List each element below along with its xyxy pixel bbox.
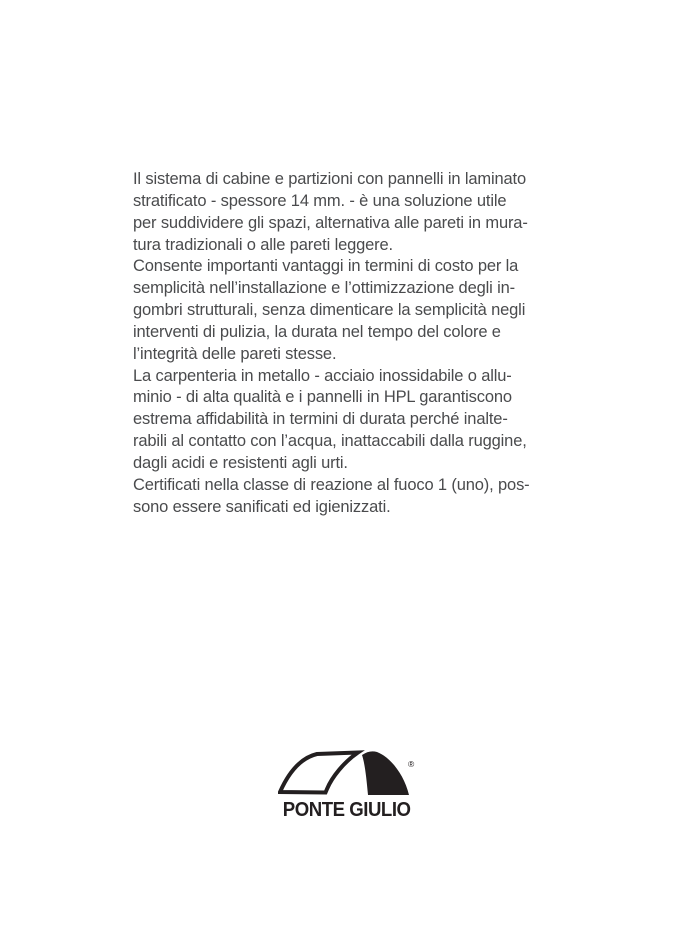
text-line: minio - di alta qualità e i pannelli in HPL garantiscono xyxy=(133,388,512,407)
text-line: Consente importanti vantaggi in termini di costo per la xyxy=(133,257,519,276)
text-line: sono essere sanificati ed igienizzati. xyxy=(133,497,391,516)
paragraph xyxy=(133,169,603,256)
paragraph xyxy=(133,475,603,519)
text-line: interventi di pulizia, la durata nel tempo del colore e xyxy=(133,322,501,341)
text-line: per suddividere gli spazi, alternativa alle pareti in mura- xyxy=(133,213,528,232)
text-line: estrema affidabilità in termini di durata perché inalte- xyxy=(133,410,508,429)
ponte-giulio-logo xyxy=(267,748,427,822)
text-line: gombri strutturali, senza dimenticare la semplicità negli xyxy=(133,301,526,320)
bridge-arch-icon xyxy=(278,748,416,796)
logo-wordmark: PONTE GIULIO xyxy=(282,799,411,821)
text-line: stratificato - spessore 14 mm. - è una soluzione utile xyxy=(133,191,507,210)
registered-mark: ® xyxy=(407,759,414,769)
paragraph xyxy=(133,256,603,365)
text-line: Certificati nella classe di reazione al fuoco 1 (uno), pos- xyxy=(133,475,530,494)
text-line: tura tradizionali o alle pareti leggere. xyxy=(133,235,393,254)
paragraph xyxy=(133,366,603,475)
body-text xyxy=(133,169,603,519)
text-line: La carpenteria in metallo - acciaio inossidabile o allu- xyxy=(133,366,512,385)
text-line: Il sistema di cabine e partizioni con pannelli in laminato xyxy=(133,170,527,188)
text-line: l’integrità delle pareti stesse. xyxy=(133,344,337,363)
text-line: dagli acidi e resistenti agli urti. xyxy=(133,453,348,472)
text-line: rabili al contatto con l’acqua, inattaccabili dalla ruggine, xyxy=(133,432,527,451)
text-line: semplicità nell’installazione e l’ottimizzazione degli in- xyxy=(133,279,515,298)
